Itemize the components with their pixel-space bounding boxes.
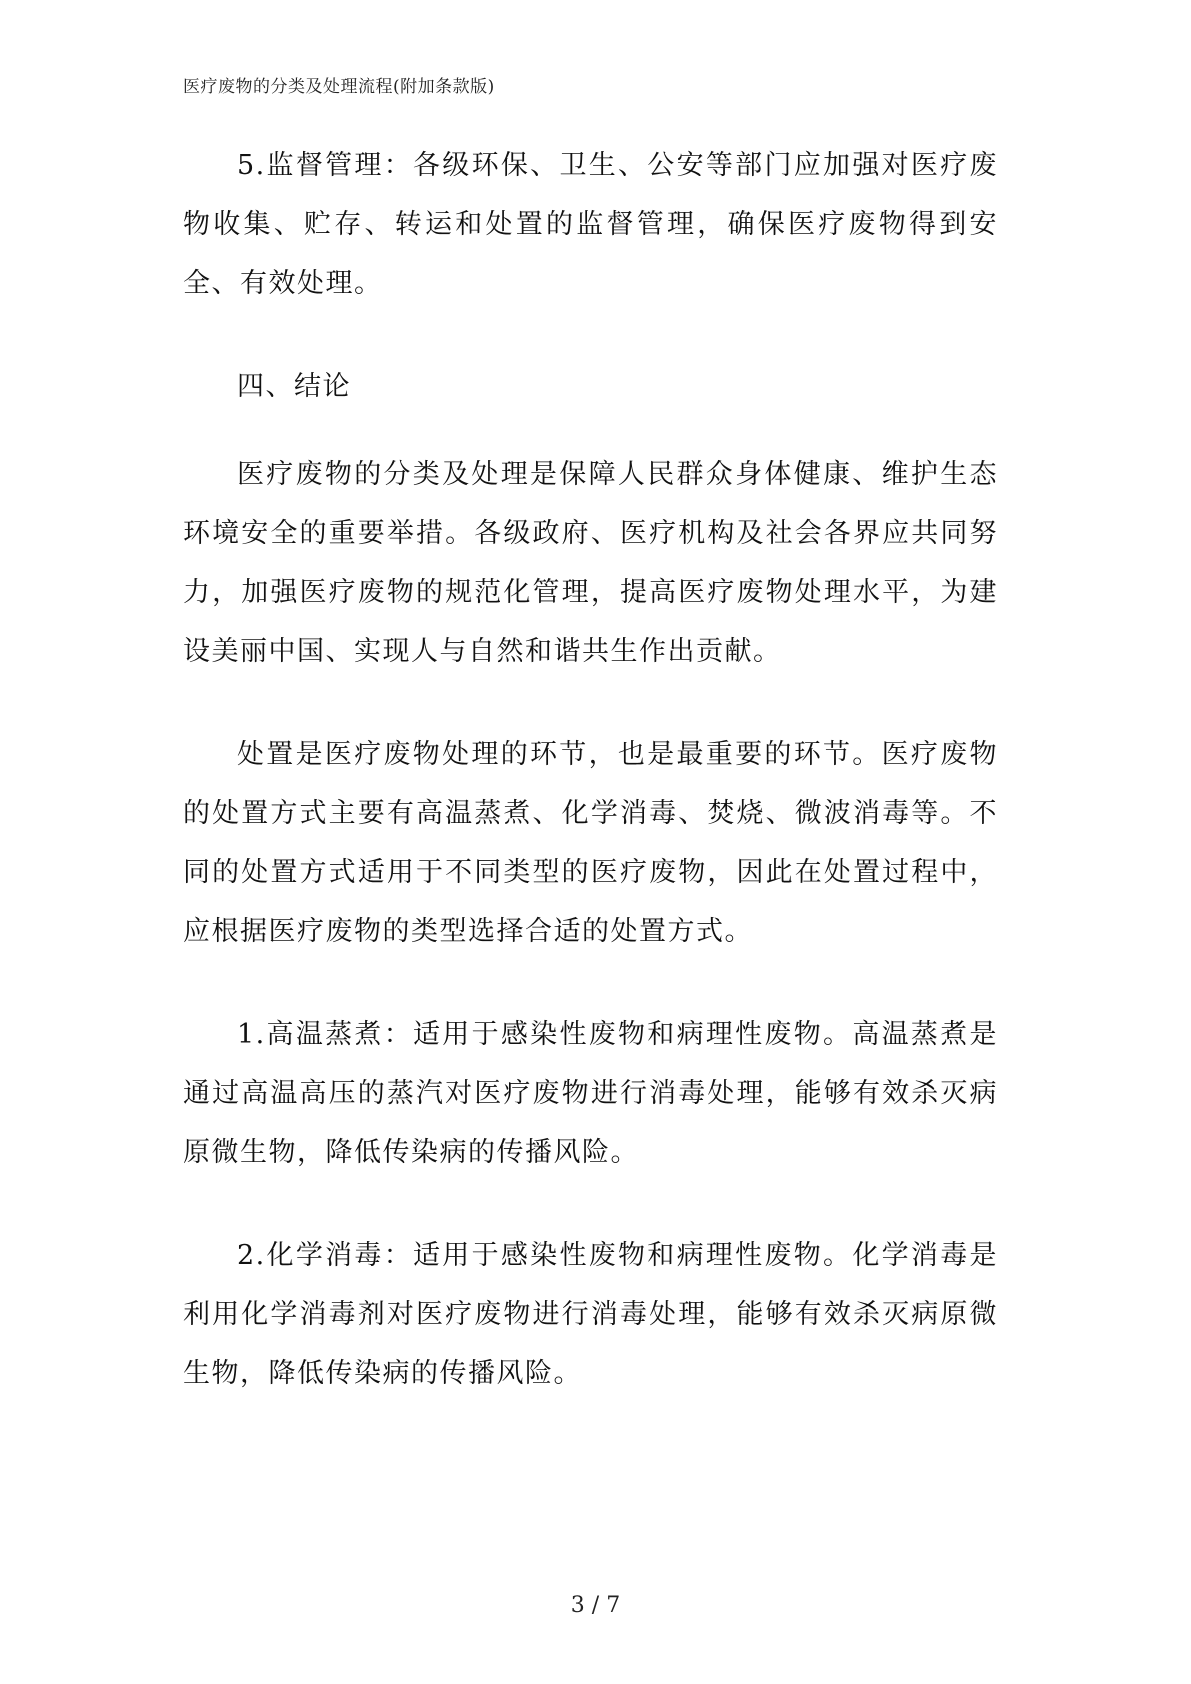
paragraph-chemical-disinfection: 2.化学消毒：适用于感染性废物和病理性废物。化学消毒是利用化学消毒剂对医疗废物进行消毒处理，能够有效杀灭病原微生物，降低传染病的传播风险。 (183, 1240, 998, 1389)
running-header: 医疗废物的分类及处理流程(附加条款版) (183, 77, 495, 97)
document-body (183, 136, 998, 1447)
page-indicator: 3 / 7 (570, 1593, 621, 1618)
paragraph-disposal-methods: 处置是医疗废物处理的环节，也是最重要的环节。医疗废物的处置方式主要有高温蒸煮、化学消毒、焚烧、微波消毒等。不同的处置方式适用于不同类型的医疗废物，因此在处置过程中，应根据医疗废物的类型选择合适的处置方式。 (183, 739, 998, 947)
section-heading-conclusion: 四、结论 (237, 371, 351, 402)
paragraph-conclusion: 医疗废物的分类及处理是保障人民群众身体健康、维护生态环境安全的重要举措。各级政府、医疗机构及社会各界应共同努力，加强医疗废物的规范化管理，提高医疗废物处理水平，为建设美丽中国、实现人与自然和谐共生作出贡献。 (183, 459, 998, 667)
paragraph-supervision: 5.监督管理：各级环保、卫生、公安等部门应加强对医疗废物收集、贮存、转运和处置的监督管理，确保医疗废物得到安全、有效处理。 (183, 150, 998, 299)
paragraph-high-temperature-steaming: 1.高温蒸煮：适用于感染性废物和病理性废物。高温蒸煮是通过高温高压的蒸汽对医疗废物进行消毒处理，能够有效杀灭病原微生物，降低传染病的传播风险。 (183, 1019, 998, 1168)
page-number (0, 1592, 1191, 1620)
